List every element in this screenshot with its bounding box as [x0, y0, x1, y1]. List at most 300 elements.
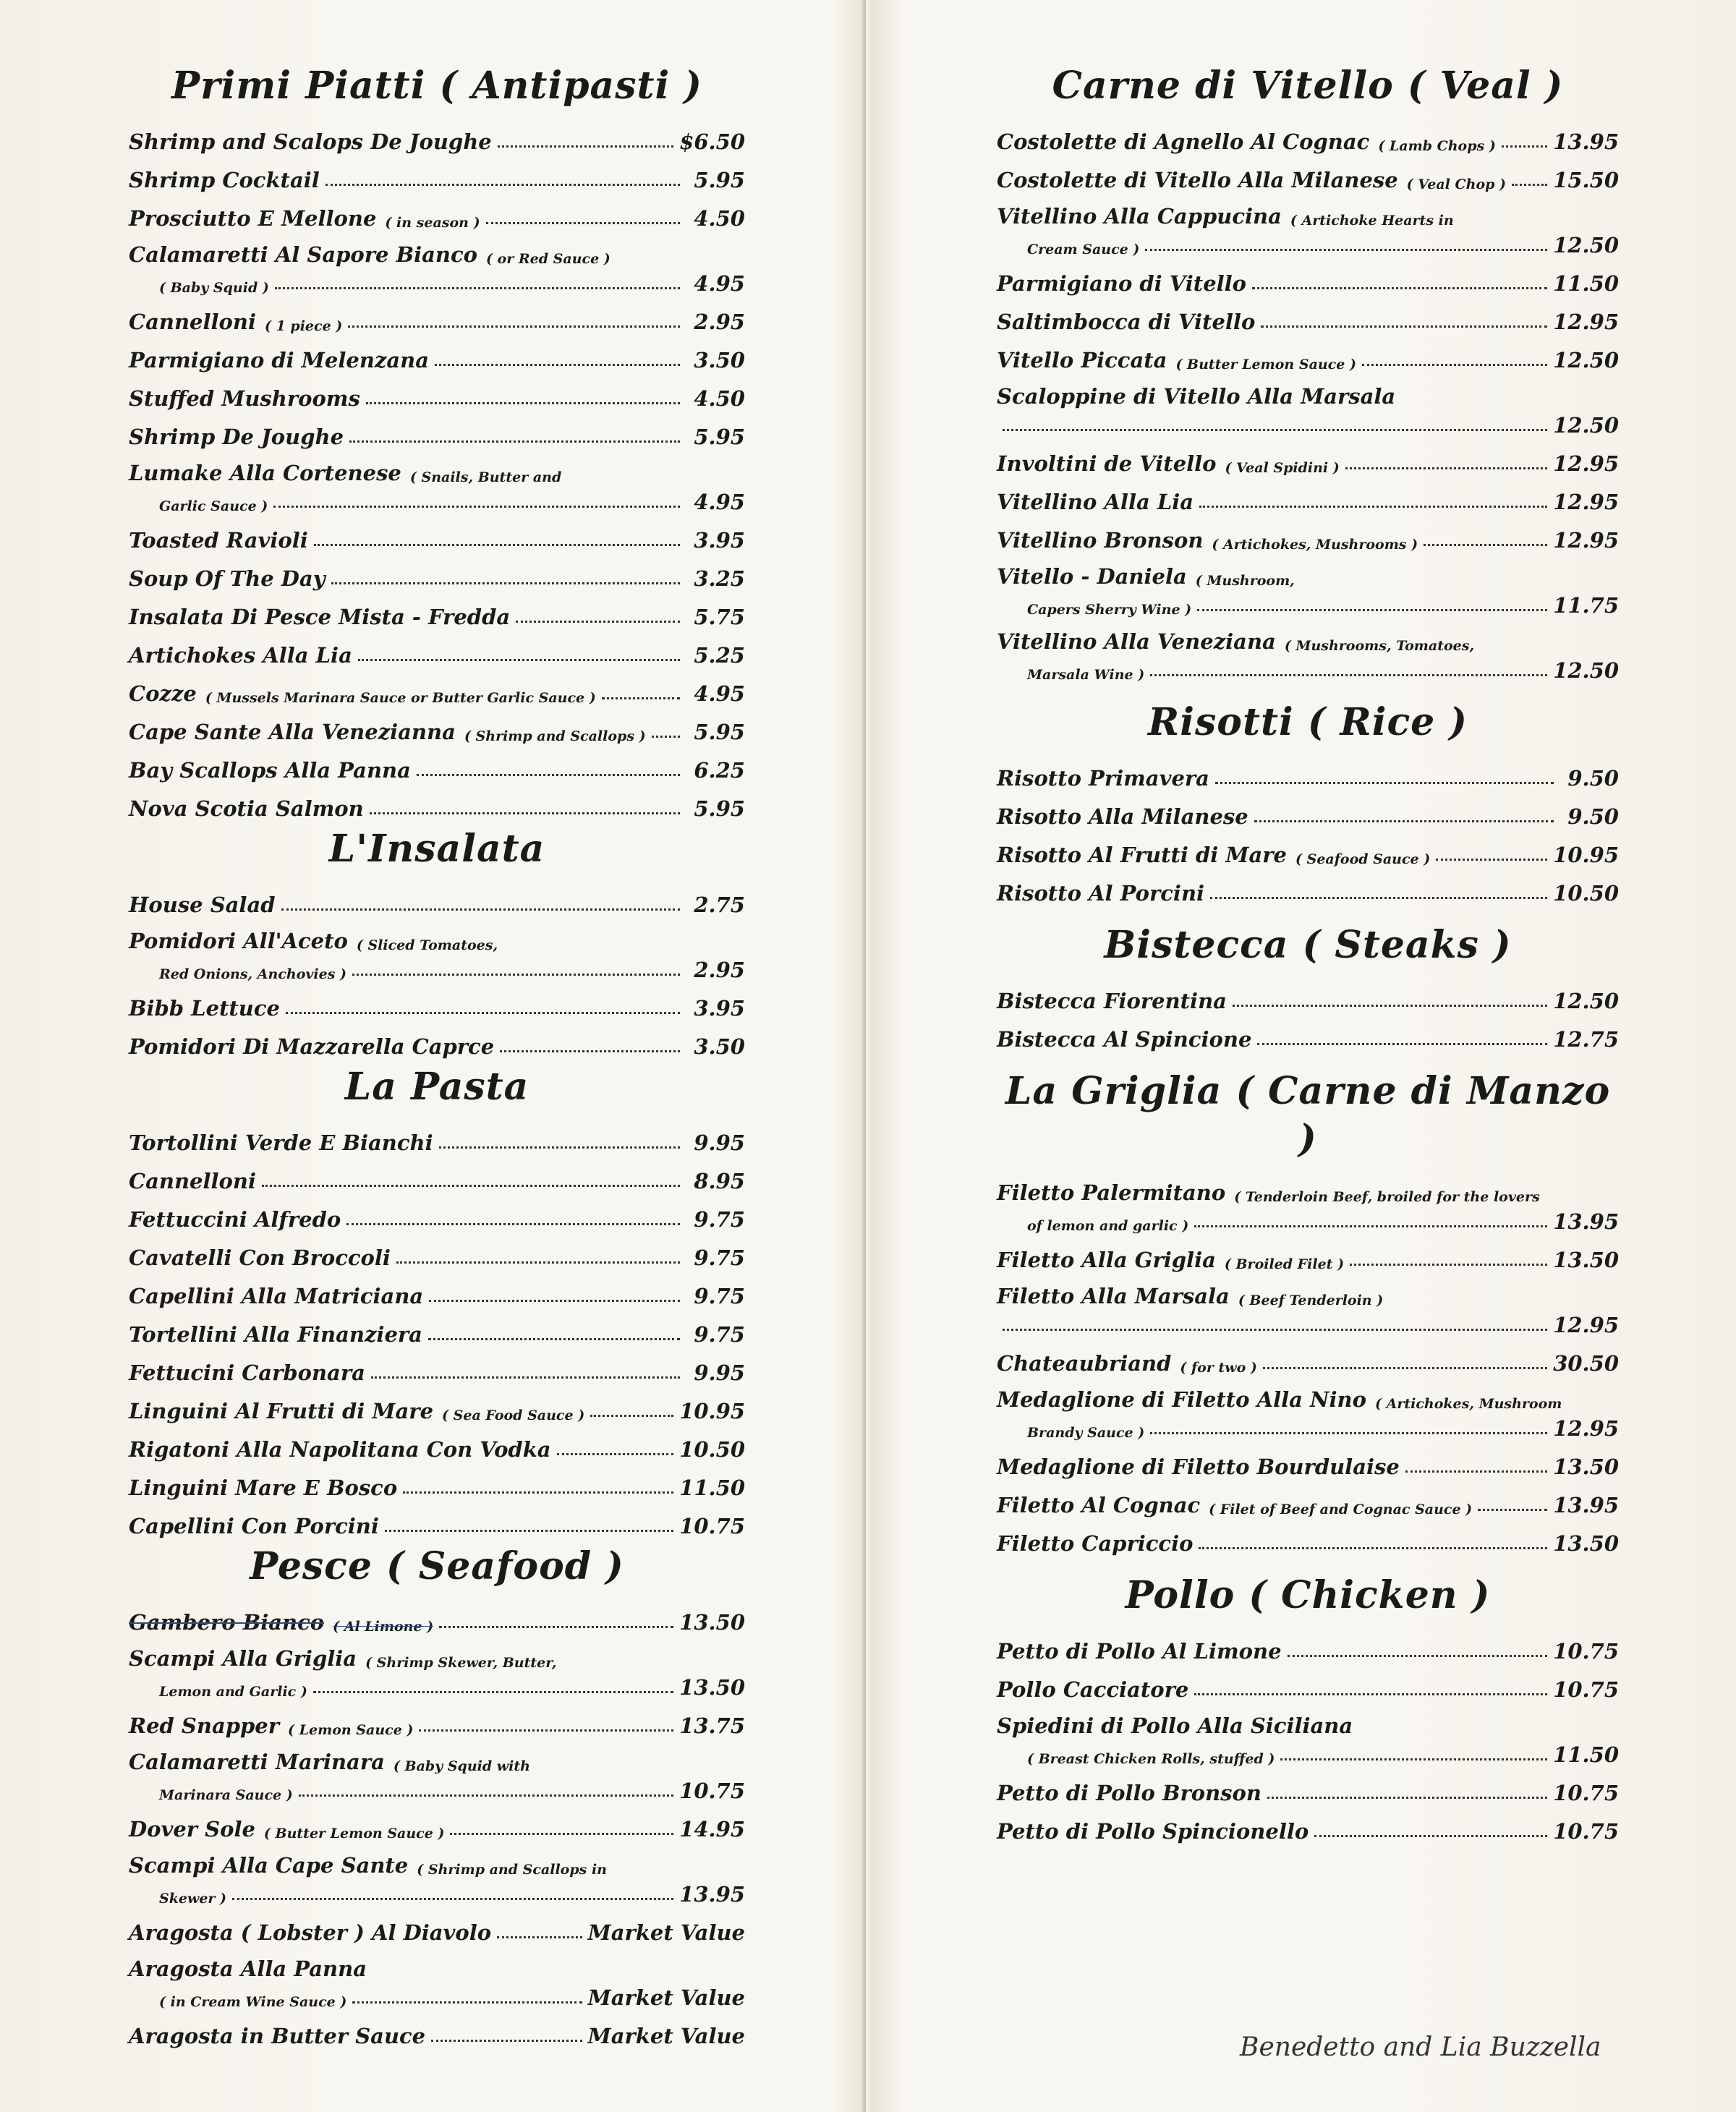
item-price: 13.50 — [1553, 1455, 1619, 1479]
item-note-continued: Marinara Sauce ) — [159, 1787, 293, 1803]
item-row — [997, 553, 1619, 589]
item-name: House Salad — [129, 893, 276, 917]
menu-item — [129, 154, 745, 192]
menu-item — [997, 1441, 1619, 1479]
item-price: 9.95 — [694, 1361, 745, 1385]
item-row-continued — [129, 485, 745, 514]
item-price: 13.50 — [1553, 1531, 1619, 1556]
item-price: 13.50 — [679, 1675, 745, 1700]
item-row — [129, 514, 745, 553]
item-row — [129, 1596, 745, 1635]
item-note: ( or Red Sauce ) — [485, 251, 610, 267]
item-price: 2.75 — [694, 893, 745, 917]
item-name: Vitellino Alla Cappucina — [997, 204, 1282, 229]
item-row — [997, 1337, 1619, 1376]
item-price: Market Value — [587, 1985, 745, 2010]
item-note: ( Lemon Sauce ) — [288, 1722, 414, 1738]
item-name: Costolette di Vitello Alla Milanese — [997, 168, 1398, 192]
pesce-list — [129, 1596, 745, 2048]
item-price: 12.50 — [1553, 233, 1619, 257]
item-row — [997, 1234, 1619, 1272]
menu-item — [997, 372, 1619, 438]
pollo-list — [997, 1625, 1619, 1844]
item-row — [997, 154, 1619, 192]
item-price: 12.95 — [1553, 1416, 1619, 1441]
item-row — [997, 296, 1619, 334]
item-name: Vitellino Alla Lia — [997, 490, 1194, 514]
menu-item — [129, 1907, 745, 1945]
item-row — [997, 257, 1619, 296]
item-row — [129, 231, 745, 267]
menu-item — [129, 706, 745, 744]
menu-item — [129, 1596, 745, 1635]
item-row — [997, 514, 1619, 553]
dot-leader — [286, 1012, 680, 1014]
item-note: ( Mussels Marinara Sauce or Butter Garlic Sauce ) — [205, 690, 596, 706]
item-price: 5.95 — [694, 720, 745, 744]
dot-leader — [1478, 1509, 1547, 1511]
item-note-continued: Lemon and Garlic ) — [159, 1684, 307, 1700]
menu-item — [129, 411, 745, 449]
dot-leader — [313, 1691, 673, 1693]
item-name: Bistecca Al Spincione — [997, 1027, 1252, 1052]
item-name: Filetto Alla Griglia — [997, 1248, 1216, 1272]
item-name: Linguini Mare E Bosco — [129, 1476, 398, 1500]
item-price: 3.25 — [694, 566, 745, 591]
item-note: ( Shrimp and Scallops ) — [464, 728, 646, 744]
item-price: 3.95 — [694, 996, 745, 1021]
item-price: 11.75 — [1553, 593, 1619, 618]
dot-leader — [429, 1300, 680, 1302]
item-price: Market Value — [587, 1920, 745, 1945]
item-name: Filetto Al Cognac — [997, 1493, 1201, 1517]
item-row — [129, 1270, 745, 1308]
item-price: 9.75 — [694, 1207, 745, 1232]
dot-leader — [1263, 1367, 1547, 1369]
item-name: Prosciutto E Mellone — [129, 206, 377, 231]
item-row — [997, 829, 1619, 867]
dot-leader — [1261, 325, 1547, 328]
item-price: 13.95 — [1553, 1493, 1619, 1517]
dot-leader — [1150, 674, 1547, 676]
item-row — [129, 744, 745, 783]
item-name: Capellini Alla Matriciana — [129, 1284, 424, 1308]
menu-item — [129, 629, 745, 668]
item-price: 9.75 — [694, 1246, 745, 1270]
item-note-continued: Brandy Sauce ) — [1027, 1425, 1145, 1441]
item-row — [129, 334, 745, 372]
item-name: Bay Scallops Alla Panna — [129, 758, 411, 783]
menu-item — [997, 192, 1619, 257]
item-row — [129, 1021, 745, 1059]
item-price: 4.50 — [694, 386, 745, 411]
item-row — [129, 1117, 745, 1155]
item-price: 12.95 — [1553, 451, 1619, 476]
item-note: ( Veal Spidini ) — [1225, 460, 1340, 476]
menu-item — [129, 1738, 745, 1803]
menu-item — [997, 975, 1619, 1013]
item-name: Linguini Al Frutti di Mare — [129, 1399, 434, 1423]
menu-item — [129, 917, 745, 982]
item-price: 2.95 — [694, 958, 745, 982]
vitello-list — [997, 116, 1619, 683]
risotti-title: Risotti ( Rice ) — [1148, 700, 1468, 744]
menu-item — [129, 1423, 745, 1462]
dot-leader — [352, 974, 680, 976]
item-note: ( Artichokes, Mushrooms ) — [1212, 537, 1418, 553]
item-note-continued: Garlic Sauce ) — [159, 498, 268, 514]
item-name: Risotto Primavera — [997, 766, 1209, 791]
menu-item — [997, 116, 1619, 154]
dot-leader — [450, 1833, 673, 1835]
item-row — [997, 867, 1619, 906]
item-price: 13.75 — [679, 1713, 745, 1738]
dot-leader — [1280, 1758, 1547, 1760]
menu-item — [997, 1664, 1619, 1702]
item-price: 12.75 — [1553, 1027, 1619, 1052]
menu-item — [997, 618, 1619, 683]
page-fold — [861, 0, 871, 2112]
menu-item — [129, 668, 745, 706]
left-page — [129, 58, 745, 2048]
dot-leader — [590, 1415, 673, 1417]
menu-item — [997, 154, 1619, 192]
item-name: Pollo Cacciatore — [997, 1677, 1189, 1702]
item-row — [129, 116, 745, 154]
dot-leader — [1150, 1432, 1547, 1434]
item-price: 2.95 — [694, 310, 745, 334]
item-name: Shrimp and Scalops De Joughe — [129, 129, 492, 154]
dot-leader — [371, 1376, 680, 1379]
item-row — [997, 372, 1619, 409]
menu-item — [129, 744, 745, 783]
item-name: Artichokes Alla Lia — [129, 643, 352, 668]
dot-leader — [331, 582, 680, 584]
item-row — [997, 1479, 1619, 1517]
item-price: 13.95 — [1553, 129, 1619, 154]
menu-item — [129, 1635, 745, 1700]
item-name: Parmigiano di Vitello — [997, 271, 1247, 296]
item-name: Gambero Bianco — [129, 1610, 325, 1635]
griglia-list — [997, 1169, 1619, 1556]
item-name: Fettucini Carbonara — [129, 1361, 365, 1385]
menu-item — [129, 553, 745, 591]
menu-item — [997, 476, 1619, 514]
item-name: Filetto Capriccio — [997, 1531, 1194, 1556]
item-price: 12.50 — [1553, 989, 1619, 1013]
item-name: Chateaubriand — [997, 1351, 1172, 1376]
antipasti-title: Primi Piatti ( Antipasti ) — [171, 64, 703, 108]
item-row — [129, 553, 745, 591]
item-row — [997, 1169, 1619, 1205]
menu-item — [997, 1337, 1619, 1376]
item-price: 4.50 — [694, 206, 745, 231]
menu-item — [129, 334, 745, 372]
risotti-list — [997, 752, 1619, 906]
item-name: Red Snapper — [129, 1713, 280, 1738]
item-note: ( Artichokes, Mushroom — [1374, 1396, 1562, 1412]
item-name: Pomidori Di Mazzarella Caprce — [129, 1034, 495, 1059]
item-row — [129, 1700, 745, 1738]
item-note: ( Seafood Sauce ) — [1295, 851, 1431, 867]
menu-item — [129, 1462, 745, 1500]
menu-item — [129, 231, 745, 296]
item-name: Insalata Di Pesce Mista - Fredda — [129, 605, 511, 629]
dot-leader — [299, 1794, 673, 1797]
item-row — [129, 982, 745, 1021]
item-name: Lumake Alla Cortenese — [129, 461, 401, 485]
menu-item — [997, 553, 1619, 618]
menu-item — [129, 1500, 745, 1538]
dot-leader — [396, 1261, 680, 1264]
menu-item — [129, 372, 745, 411]
item-price: 30.50 — [1553, 1351, 1619, 1376]
item-price: 12.50 — [1553, 413, 1619, 438]
item-name: Pomidori All'Aceto — [129, 929, 348, 953]
menu-item — [997, 334, 1619, 372]
item-name: Scaloppine di Vitello Alla Marsala — [997, 384, 1396, 409]
bistecca-title: Bistecca ( Steaks ) — [1104, 923, 1512, 967]
item-row — [129, 1347, 745, 1385]
insalata-title: L'Insalata — [328, 827, 545, 871]
item-row — [997, 752, 1619, 791]
dot-leader — [1345, 467, 1547, 469]
menu-item — [997, 1013, 1619, 1052]
item-row — [129, 372, 745, 411]
item-note-continued: ( Baby Squid ) — [159, 280, 269, 296]
item-price: 10.95 — [1553, 843, 1619, 867]
item-row-continued — [997, 1205, 1619, 1234]
item-row — [129, 1738, 745, 1774]
dot-leader — [428, 1338, 680, 1340]
menu-item — [129, 1232, 745, 1270]
vitello-title: Carne di Vitello ( Veal ) — [1052, 64, 1564, 108]
item-price: 3.50 — [694, 1034, 745, 1059]
item-price: 11.50 — [1553, 271, 1619, 296]
item-row — [997, 1376, 1619, 1412]
item-row — [997, 1767, 1619, 1805]
item-name: Medaglione di Filetto Alla Nino — [997, 1387, 1366, 1412]
menu-item — [129, 1308, 745, 1347]
dot-leader — [1003, 1329, 1547, 1331]
dot-leader — [273, 506, 680, 508]
item-name: Cannelloni — [129, 1169, 256, 1193]
item-row — [129, 917, 745, 953]
item-row — [129, 1841, 745, 1878]
item-name: Shrimp De Joughe — [129, 425, 344, 449]
item-name: Cavatelli Con Broccoli — [129, 1246, 391, 1270]
dot-leader — [403, 1491, 673, 1494]
item-price: 10.75 — [1553, 1819, 1619, 1844]
item-name: Parmigiano di Melenzana — [129, 348, 430, 372]
item-row — [997, 192, 1619, 229]
dot-leader — [1254, 820, 1554, 822]
item-row — [129, 411, 745, 449]
dot-leader — [1314, 1835, 1547, 1837]
item-note-continued: ( Breast Chicken Rolls, stuffed ) — [1027, 1751, 1275, 1767]
menu-item — [129, 1021, 745, 1059]
menu-item — [997, 1234, 1619, 1272]
item-row — [129, 1423, 745, 1462]
item-price: 15.50 — [1553, 168, 1619, 192]
item-row — [129, 1907, 745, 1945]
item-row — [997, 1272, 1619, 1308]
item-name: Vitello - Daniela — [997, 564, 1187, 589]
menu-item — [129, 783, 745, 821]
item-row-continued — [129, 1878, 745, 1907]
dot-leader — [1288, 1655, 1548, 1657]
item-price: 3.50 — [694, 348, 745, 372]
item-row — [129, 449, 745, 485]
item-name: Petto di Pollo Bronson — [997, 1781, 1261, 1805]
item-row — [997, 1664, 1619, 1702]
menu-item — [997, 867, 1619, 906]
item-price: 10.95 — [679, 1399, 745, 1423]
dot-leader — [348, 325, 680, 328]
menu-item — [129, 1803, 745, 1841]
item-name: Cozze — [129, 681, 197, 706]
item-note: ( Baby Squid with — [393, 1758, 530, 1774]
menu-item — [129, 1385, 745, 1423]
insalata-list — [129, 879, 745, 1059]
item-name: Involtini de Vitello — [997, 451, 1217, 476]
item-price: 10.75 — [679, 1514, 745, 1538]
menu-item — [129, 591, 745, 629]
item-price: 4.95 — [694, 271, 745, 296]
item-price: 12.50 — [1553, 658, 1619, 683]
dot-leader — [1197, 609, 1547, 611]
item-note-continued: ( in Cream Wine Sauce ) — [159, 1994, 347, 2010]
item-name: Soup Of The Day — [129, 566, 326, 591]
menu-item — [129, 1270, 745, 1308]
menu-item — [997, 257, 1619, 296]
item-price: 5.95 — [694, 425, 745, 449]
item-row — [997, 1517, 1619, 1556]
item-note-continued: Skewer ) — [159, 1891, 227, 1907]
item-row — [129, 668, 745, 706]
right-page — [997, 58, 1619, 1844]
item-price: 13.50 — [1553, 1248, 1619, 1272]
item-row-continued — [129, 1981, 745, 2010]
item-price: 9.50 — [1567, 766, 1619, 791]
item-row — [129, 591, 745, 629]
item-price: 12.95 — [1553, 310, 1619, 334]
item-name: Aragosta Alla Panna — [129, 1956, 367, 1981]
item-row — [997, 1702, 1619, 1738]
item-price: Market Value — [587, 2024, 745, 2048]
antipasti-list — [129, 116, 745, 821]
dot-leader — [349, 440, 680, 443]
item-name: Aragosta ( Lobster ) Al Diavolo — [129, 1920, 492, 1945]
item-row — [129, 1500, 745, 1538]
item-row — [129, 1193, 745, 1232]
item-note: ( Mushroom, — [1195, 573, 1295, 589]
menu-item — [997, 1767, 1619, 1805]
item-row — [129, 2010, 745, 2048]
item-row-continued — [997, 1308, 1619, 1337]
menu-item — [997, 296, 1619, 334]
item-name: Petto di Pollo Spincionello — [997, 1819, 1309, 1844]
item-name: Rigatoni Alla Napolitana Con Vodka — [129, 1437, 551, 1462]
menu-item — [129, 1700, 745, 1738]
menu-item — [129, 1155, 745, 1193]
dot-leader — [602, 697, 680, 699]
item-row — [129, 706, 745, 744]
item-row — [129, 1803, 745, 1841]
item-price: 10.75 — [1553, 1781, 1619, 1805]
menu-item — [997, 514, 1619, 553]
item-price: 6.25 — [694, 758, 745, 783]
dot-leader — [500, 1050, 680, 1052]
item-name: Cannelloni — [129, 310, 256, 334]
item-row — [129, 1232, 745, 1270]
item-row — [997, 1805, 1619, 1844]
dot-leader — [1199, 506, 1547, 508]
menu-item — [997, 1625, 1619, 1664]
dot-leader — [498, 145, 673, 148]
item-row — [129, 629, 745, 668]
item-name: Costolette di Agnello Al Cognac — [997, 129, 1370, 154]
item-name: Shrimp Cocktail — [129, 168, 320, 192]
dot-leader — [232, 1898, 673, 1900]
item-row — [997, 438, 1619, 476]
item-price: 5.95 — [694, 168, 745, 192]
menu-item — [997, 791, 1619, 829]
item-name: Spiedini di Pollo Alla Siciliana — [997, 1713, 1353, 1738]
item-price: 9.95 — [694, 1130, 745, 1155]
item-row — [997, 116, 1619, 154]
menu-item — [997, 1517, 1619, 1556]
dot-leader — [1210, 897, 1547, 899]
item-name: Vitellino Alla Veneziana — [997, 629, 1276, 654]
menu-item — [129, 449, 745, 514]
pasta-list — [129, 1117, 745, 1538]
item-note: ( Sliced Tomatoes, — [356, 937, 498, 953]
item-row — [997, 1441, 1619, 1479]
item-name: Saltimbocca di Vitello — [997, 310, 1256, 334]
item-name: Vitellino Bronson — [997, 528, 1204, 553]
item-note-continued: Capers Sherry Wine ) — [1027, 602, 1192, 618]
menu-item — [997, 438, 1619, 476]
dot-leader — [1350, 1264, 1547, 1266]
item-price: 9.75 — [694, 1322, 745, 1347]
dot-leader — [1512, 184, 1547, 186]
item-row — [129, 1155, 745, 1193]
item-row — [129, 879, 745, 917]
item-name: Risotto Alla Milanese — [997, 804, 1248, 829]
menu-item — [129, 514, 745, 553]
item-row — [129, 783, 745, 821]
item-row — [997, 975, 1619, 1013]
item-note: ( Lamb Chops ) — [1378, 138, 1496, 154]
dot-leader — [431, 2040, 582, 2042]
item-name: Bistecca Fiorentina — [997, 989, 1227, 1013]
menu-item — [997, 1272, 1619, 1337]
dot-leader — [385, 1530, 673, 1532]
item-row-continued — [997, 654, 1619, 683]
item-name: Toasted Ravioli — [129, 528, 308, 553]
menu-item — [997, 1479, 1619, 1517]
dot-leader — [370, 812, 680, 814]
item-note: ( Butter Lemon Sauce ) — [1175, 357, 1356, 372]
item-row — [997, 334, 1619, 372]
pesce-title: Pesce ( Seafood ) — [250, 1544, 624, 1588]
item-price: 13.95 — [679, 1882, 745, 1907]
item-note-continued: Cream Sauce ) — [1027, 242, 1140, 257]
menu-item — [129, 296, 745, 334]
menu-item — [997, 1702, 1619, 1767]
item-name: Risotto Al Porcini — [997, 881, 1205, 906]
